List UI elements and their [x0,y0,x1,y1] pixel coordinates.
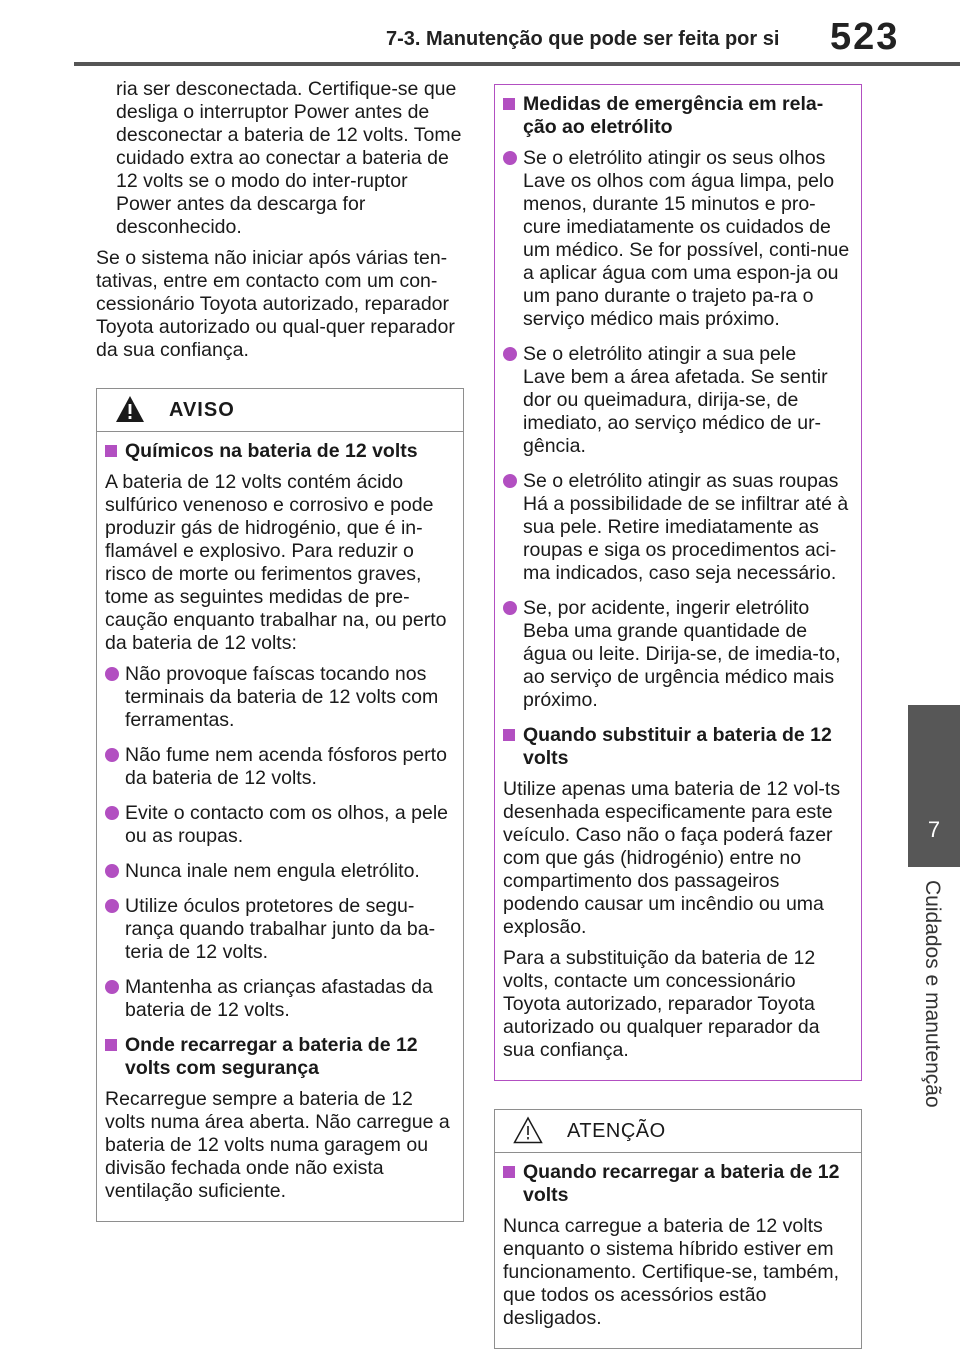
list-item-title: Se o eletrólito atingir as suas roupas [523,470,839,492]
list-item [503,147,851,331]
bullet-dot-icon [503,347,517,361]
square-bullet-icon [105,1039,117,1051]
heading-text: Onde recarregar a bateria de 12 volts com segurança [125,1034,418,1079]
caution-box [494,1109,862,1349]
page-number: 523 [830,16,900,58]
list-item [105,802,453,848]
bullet-dot-icon [503,151,517,165]
chapter-number: 7 [927,817,941,842]
caution-paragraph: Nunca carregue a bateria de 12 volts enquanto o sistema híbrido estiver em funcionamento. Certifique-se, também, que todos os acessórios estão desligados. [503,1215,839,1329]
list-item-text: Lave bem a área afetada. Se sentir dor ou queimadura, dirija-se, de imediato, ao serviço médico de ur-gência. [523,366,828,457]
list-item [105,895,453,964]
warning-paragraph: A bateria de 12 volts contém ácido sulfúrico venenoso e corrosivo e pode produzir gás de hidrogénio, que é in-flamável e explosivo. Para reduzir o risco de morte ou ferimentos graves, tome as seguintes medidas de pre-caução enquanto trabalhar na, ou perto da bateria de 12 volts: [105,471,447,654]
emergency-box [494,84,862,1081]
bullet-dot-icon [105,864,119,878]
section-heading [105,440,453,463]
emergency-paragraph: Para a substituição da bateria de 12 volts, contacte um concessionário Toyota autorizado, reparador Toyota autorizado ou qualquer reparador da sua confiança. [503,947,820,1061]
list-item-text: Há a possibilidade de se infiltrar até à sua pele. Retire imediatamente as roupas e siga os procedimentos aci-ma indicados, caso seja necessário. [523,493,849,584]
emergency-paragraph: Utilize apenas uma bateria de 12 vol-ts desenhada especificamente para este veículo. Caso não o faça poderá fazer com que gás (hidrogénio) entre no compartimento dos passageiros podendo causar um incêndio ou uma explosão. [503,778,841,938]
right-column [494,78,864,1349]
continued-text: ria ser desconectada. Certifique-se que desliga o interruptor Power antes de desconectar a bateria de 12 volts. Tome cuidado extra ao conectar a bateria de 12 volts se o modo do inter-ruptor Power antes da descarga for desconhecido. [116,78,462,238]
list-item-text: Não provoque faíscas tocando nos terminais da bateria de 12 volts com ferramentas. [125,663,439,731]
chapter-title: Cuidados e manutenção [921,880,944,1108]
heading-text: Quando substituir a bateria de 12 volts [523,724,832,769]
list-item-text: Evite o contacto com os olhos, a pele ou as roupas. [125,802,449,847]
list-item [105,976,453,1022]
bullet-dot-icon [105,899,119,913]
list-item-text: Lave os olhos com água limpa, pelo menos, durante 15 minutos e pro-cure imediatamente os cuidados de um médico. Se for possível, conti-nue a aplicar água com uma espon-ja ou um pano durante o trajeto pa-ra o serviço médico mais próximo. [523,170,850,330]
chapter-tab[interactable] [908,705,960,867]
bullet-dot-icon [105,748,119,762]
bullet-dot-icon [105,806,119,820]
bullet-dot-icon [503,474,517,488]
left-column [96,78,468,1222]
warning-triangle-icon [115,395,145,423]
list-item-title: Se, por acidente, ingerir eletrólito [523,597,810,619]
warning-paragraph: Recarregue sempre a bateria de 12 volts numa área aberta. Não carregue a bateria de 12 volts numa garagem ou divisão fechada onde não exista ventilação suficiente. [105,1088,450,1202]
list-item-text: Não fume nem acenda fósforos perto da bateria de 12 volts. [125,744,447,789]
heading-text: Químicos na bateria de 12 volts [125,440,418,462]
caution-triangle-icon [513,1116,543,1144]
section-heading [105,1034,453,1080]
square-bullet-icon [105,445,117,457]
list-item-title: Se o eletrólito atingir os seus olhos [523,147,826,169]
list-item [503,343,851,458]
section-heading [503,1161,851,1207]
list-item [105,744,453,790]
heading-text: Medidas de emergência em rela-ção ao eletrólito [523,93,824,138]
heading-text: Quando recarregar a bateria de 12 volts [523,1161,840,1206]
list-item-text: Nunca inale nem engula eletrólito. [125,860,420,882]
list-item [503,470,851,585]
bullet-dot-icon [503,601,517,615]
bullet-dot-icon [105,980,119,994]
list-item [105,860,453,883]
body-paragraph: Se o sistema não iniciar após várias ten-tativas, entre em contacto com um con-cessionário Toyota autorizado, reparador Toyota autorizado ou qual-quer reparador da sua confiança. [96,247,455,361]
warning-box [96,388,464,1222]
section-title: 7-3. Manutenção que pode ser feita por si [386,28,780,50]
list-item-text: Beba uma grande quantidade de água ou leite. Dirija-se, de imedia-to, ao serviço de urgência médico mais próximo. [523,620,841,711]
list-item-text: Mantenha as crianças afastadas da bateria de 12 volts. [125,976,433,1021]
warning-title: AVISO [169,399,235,421]
bullet-dot-icon [105,667,119,681]
square-bullet-icon [503,1166,515,1178]
list-item [105,663,453,732]
square-bullet-icon [503,98,515,110]
list-item [503,597,851,712]
square-bullet-icon [503,729,515,741]
warning-header [97,389,463,432]
list-item-text: Utilize óculos protetores de segu-rança quando trabalhar junto da ba-teria de 12 volts. [125,895,436,963]
section-heading [503,93,851,139]
list-item-title: Se o eletrólito atingir a sua pele [523,343,797,365]
caution-title: ATENÇÃO [567,1120,666,1142]
header-rule [74,62,960,66]
caution-header [495,1110,861,1153]
section-heading [503,724,851,770]
